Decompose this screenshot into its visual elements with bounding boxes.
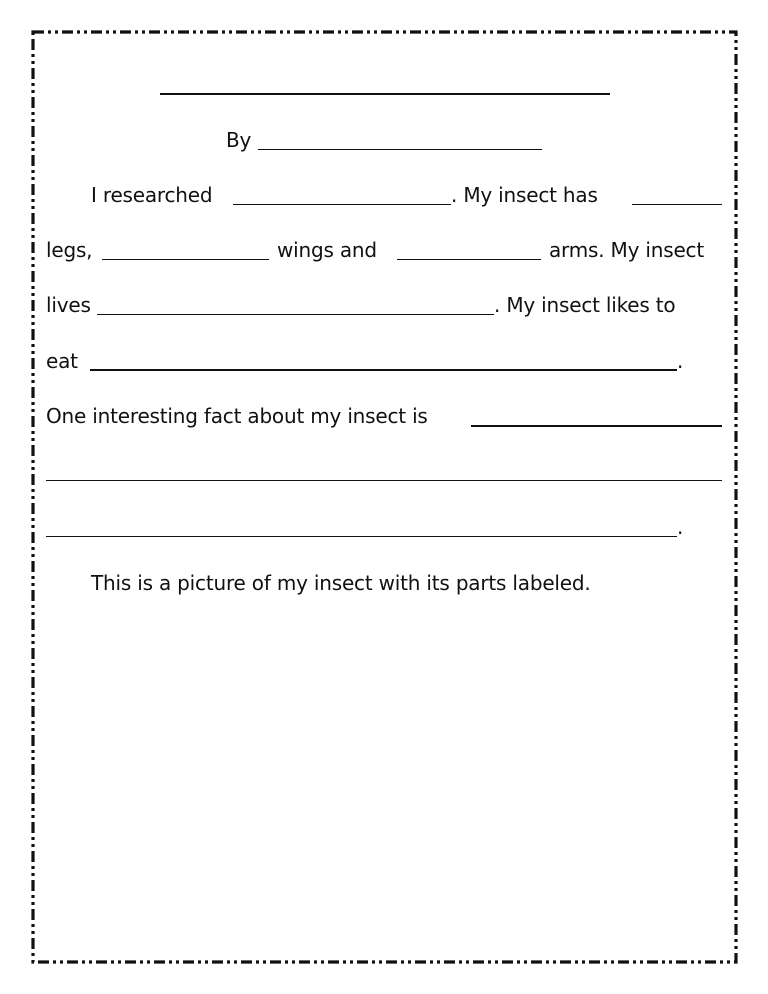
author-blank[interactable] [258,149,542,150]
researched-text: I researched [91,183,213,207]
fact-blank-1[interactable] [471,425,722,427]
arm-count-blank[interactable] [397,259,541,260]
by-label: By [226,128,252,152]
insect-name-blank[interactable] [233,204,451,205]
leg-count-blank[interactable] [632,204,722,205]
eat-period: . [677,349,684,373]
fact-blank-3[interactable] [46,536,677,537]
arms-text: arms. My insect [549,238,704,262]
fact-period: . [677,515,684,539]
habitat-blank[interactable] [97,314,494,315]
picture-prompt: This is a picture of my insect with its parts labeled. [91,571,591,595]
food-blank[interactable] [90,369,677,371]
likes-to-text: . My insect likes to [494,293,676,317]
fact-blank-2[interactable] [46,480,722,481]
wing-count-blank[interactable] [102,259,269,260]
lives-text: lives [46,293,91,317]
wings-and-text: wings and [277,238,377,262]
eat-text: eat [46,349,78,373]
drawing-area[interactable] [46,610,722,950]
insect-has-text: . My insect has [451,183,598,207]
legs-text: legs, [46,238,93,262]
title-blank[interactable] [160,93,610,95]
interesting-fact-text: One interesting fact about my insect is [46,404,428,428]
